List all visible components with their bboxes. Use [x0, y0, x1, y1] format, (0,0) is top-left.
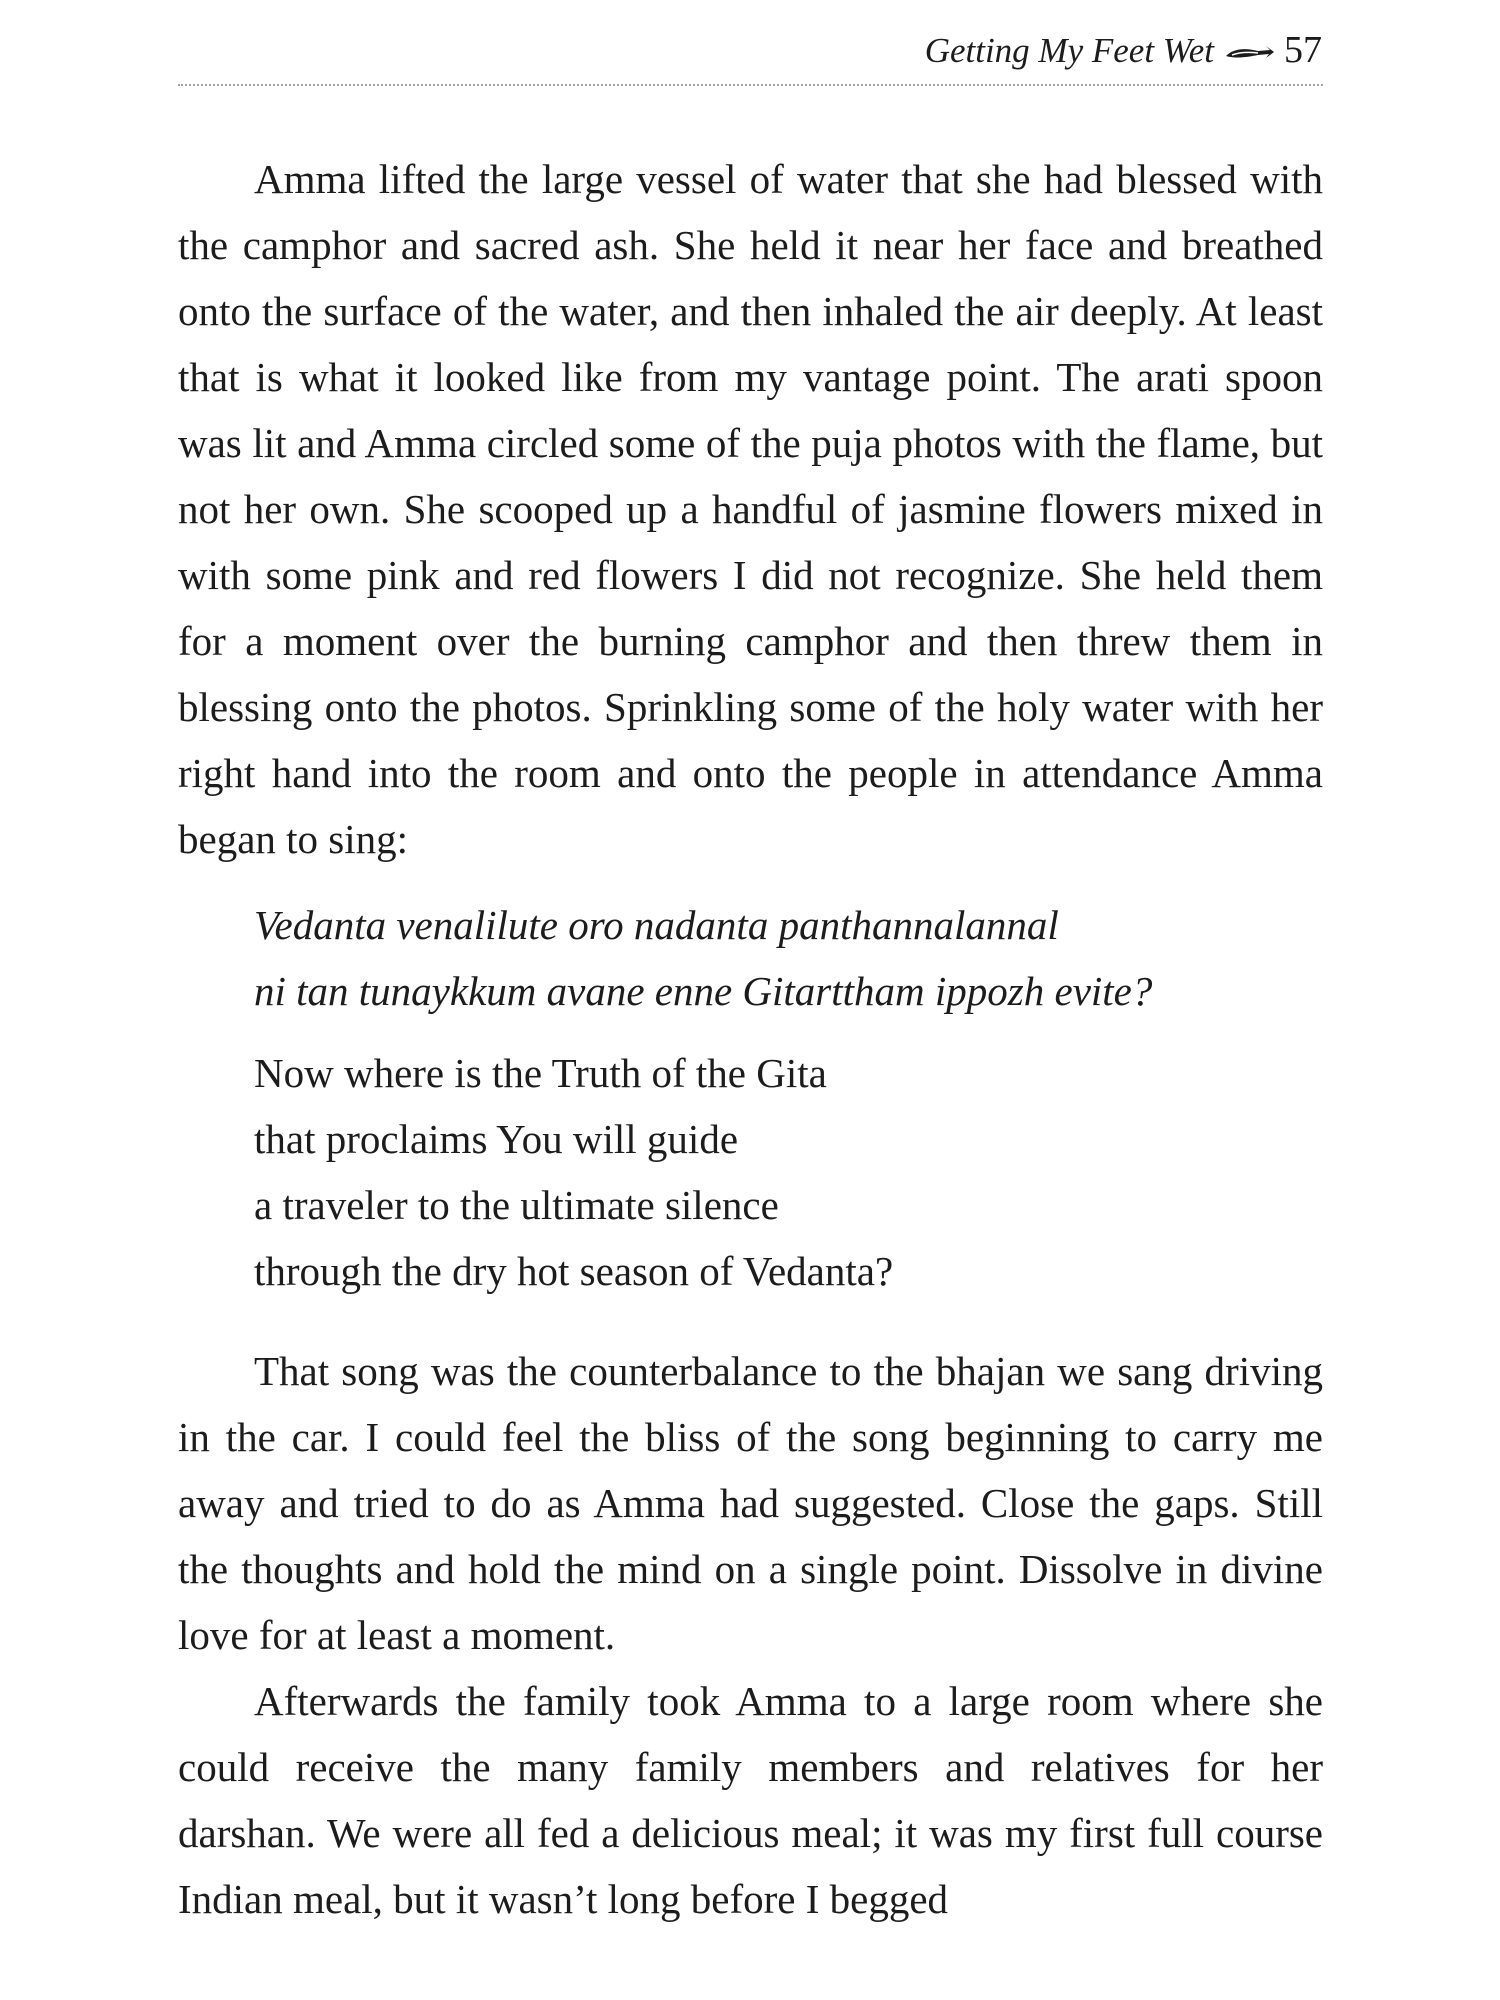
verse-line: a traveler to the ultimate silence: [254, 1182, 779, 1228]
verse-translation: [254, 1040, 1323, 1304]
running-title: Getting My Feet Wet: [924, 31, 1214, 70]
verse-original: [254, 892, 1323, 1024]
verse-line: Now where is the Truth of the Gita: [254, 1050, 827, 1096]
body-text: [178, 146, 1323, 1932]
paragraph: That song was the counterbalance to the bhajan we sang driving in the car. I could feel the bliss of the song beginning to carry me away and tried to do as Amma had suggested. Close the gaps. Still the thoughts and hold the mind on a single point. Dissolve in divine love for at least a moment.: [178, 1348, 1323, 1658]
verse-line: that proclaims You will guide: [254, 1116, 739, 1162]
paragraph: Afterwards the family took Amma to a large room where she could receive the many family members and relatives for her darshan. We were all fed a delicious meal; it was my first full course Indian meal, but it wasn’t long before I begged: [178, 1678, 1323, 1922]
pointing-hand-ornament-icon: [1224, 29, 1276, 51]
paragraph: Amma lifted the large vessel of water that she had blessed with the camphor and sacred ash. She held it near her face and breathed onto the surface of the water, and then inhaled the air deeply. At least that is what it looked like from my vantage point. The arati spoon was lit and Amma circled some of the puja photos with the flame, but not her own. She scooped up a handful of jasmine flowers mixed in with some pink and red flowers I did not recognize. She held them for a moment over the burning camphor and then threw them in blessing onto the photos. Sprinkling some of the holy water with her right hand into the room and onto the people in attendance Amma began to sing:: [178, 156, 1323, 862]
header-rule: [178, 84, 1323, 86]
verse-line: Vedanta venalilute oro nadanta panthannalannal: [254, 902, 1059, 948]
verse-line: ni tan tunaykkum avane enne Gitarttham ippozh evite?: [254, 968, 1153, 1014]
running-header: [925, 26, 1322, 75]
verse-line: through the dry hot season of Vedanta?: [254, 1248, 894, 1294]
page-number: 57: [1284, 29, 1322, 71]
